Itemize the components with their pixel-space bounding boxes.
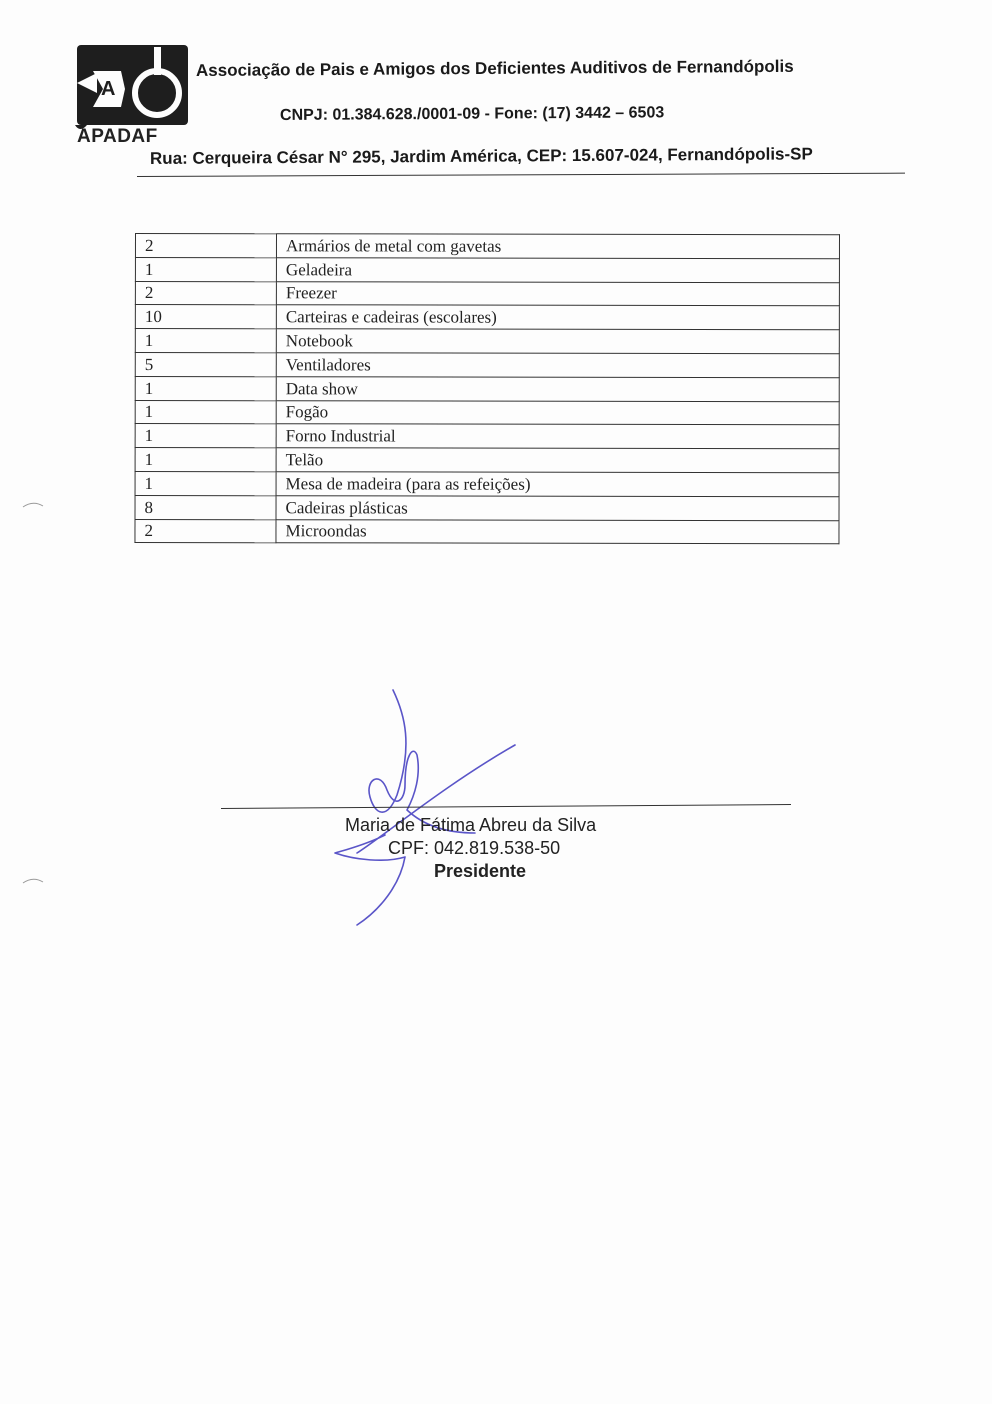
item-cell: Freezer [276,281,839,306]
inventory-body [135,234,840,545]
signer-name: Maria de Fátima Abreu da Silva [345,815,597,835]
item-cell: Mesa de madeira (para as refeições) [276,472,839,497]
quantity-cell: 1 [135,471,276,495]
table-row [135,281,839,306]
item-cell: Geladeira [276,258,839,283]
quantity-cell: 1 [135,329,276,353]
quantity-cell: 5 [135,352,276,376]
item-cell: Notebook [276,329,839,354]
item-cell: Armários de metal com gavetas [276,234,839,259]
table-row [135,400,839,425]
table-row [135,257,839,282]
logo-wordmark: APADAF [77,126,158,147]
punch-mark [22,500,44,508]
item-cell: Fogão [276,400,839,425]
quantity-cell: 1 [135,424,276,448]
table-row [135,352,839,377]
punch-mark [22,876,44,884]
header-divider [137,173,905,177]
table-row [135,234,839,259]
quantity-cell: 2 [135,281,276,305]
quantity-cell: 1 [135,376,276,400]
inventory-table [134,233,840,545]
quantity-cell: 8 [135,495,276,519]
table-row [135,376,839,401]
table-row [135,424,839,449]
registration-line: CNPJ: 01.384.628./0001-09 - Fone: (17) 3442 – 6503 [279,104,665,124]
table-row [135,329,839,354]
item-cell: Data show [276,377,839,402]
item-cell: Telão [276,448,839,473]
item-cell: Carteiras e cadeiras (escolares) [276,305,839,330]
organization-name: Associação de Pais e Amigos dos Deficientes Auditivos de Fernandópolis [195,56,794,80]
item-cell: Forno Industrial [276,424,839,449]
signer-title: Presidente [434,861,527,881]
table-row [135,448,839,473]
quantity-cell: 10 [135,305,276,329]
item-cell: Ventiladores [276,353,839,378]
quantity-cell: 1 [135,448,276,472]
table-row [135,305,839,330]
table-row [135,495,839,520]
table-row [135,471,839,496]
table-row [135,519,839,544]
quantity-cell: 1 [135,257,276,281]
item-cell: Cadeiras plásticas [276,496,839,521]
quantity-cell: 1 [135,400,276,424]
quantity-cell: 2 [135,519,276,543]
logo-letter: A [101,78,116,100]
item-cell: Microondas [276,519,839,544]
signer-cpf: CPF: 042.819.538-50 [388,838,561,858]
address-line: Rua: Cerqueira César N° 295, Jardim América, CEP: 15.607-024, Fernandópolis-SP [149,144,813,168]
quantity-cell: 2 [135,234,276,258]
